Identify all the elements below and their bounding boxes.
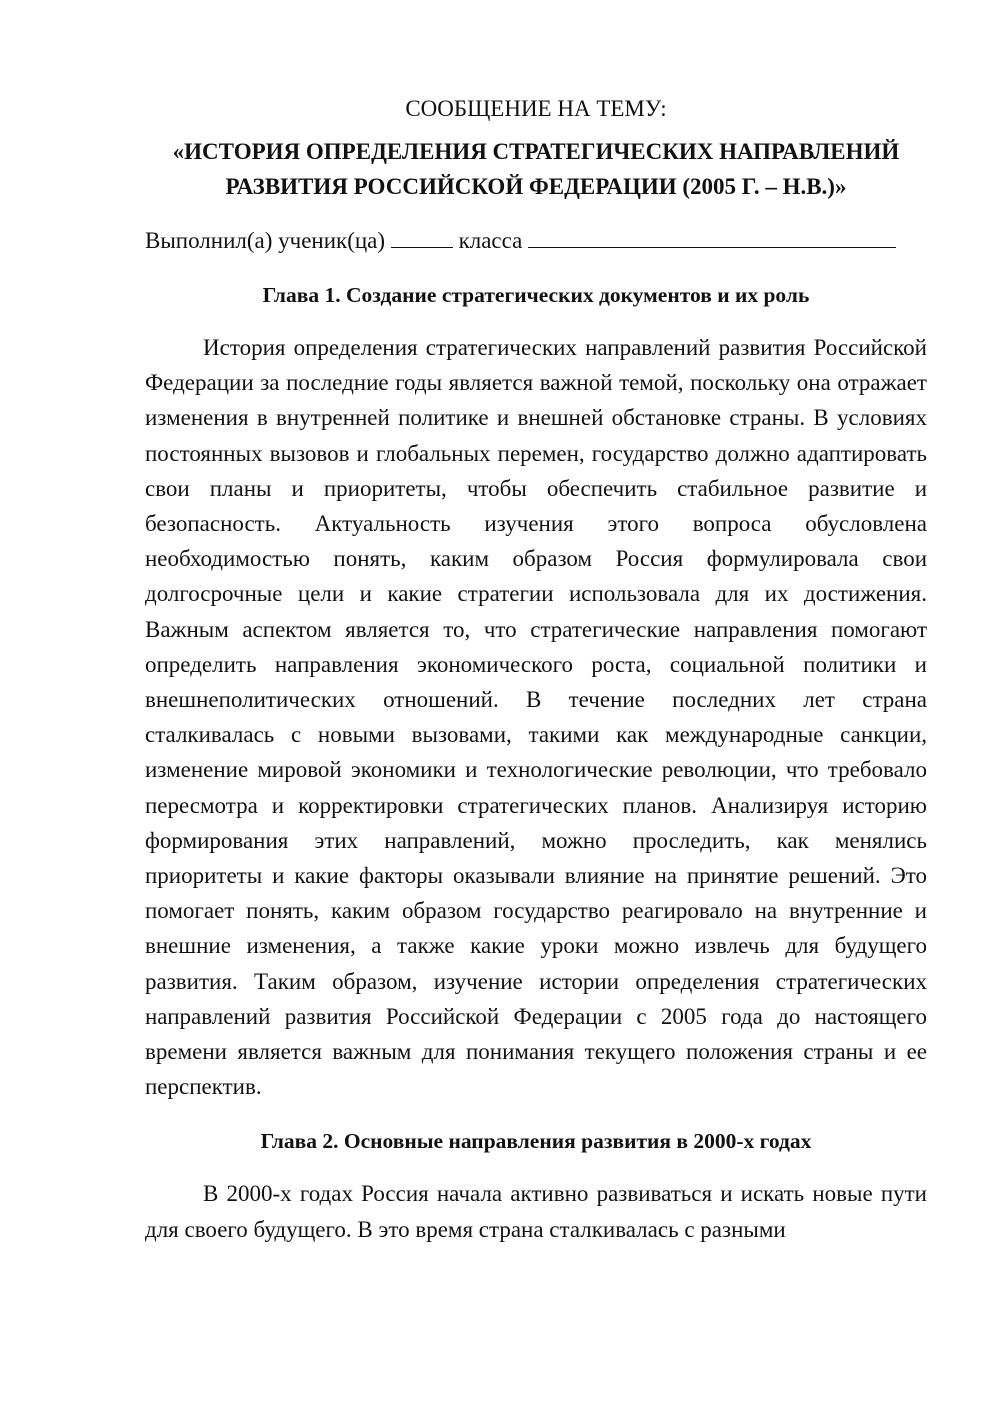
author-class-word: класса bbox=[458, 228, 523, 253]
title-line-2: РАЗВИТИЯ РОССИЙСКОЙ ФЕДЕРАЦИИ (2005 Г. – Н.В.)» bbox=[225, 174, 847, 199]
header-topic: СООБЩЕНИЕ НА ТЕМУ: bbox=[405, 96, 667, 121]
author-row bbox=[145, 224, 927, 258]
chapter-2-heading: Глава 2. Основные направления развития в 2000-х годах bbox=[260, 1129, 812, 1154]
chapter-1-heading: Глава 1. Создание стратегических документов и их роль bbox=[262, 283, 810, 307]
title-line-1: «ИСТОРИЯ ОПРЕДЕЛЕНИЯ СТРАТЕГИЧЕСКИХ НАПРАВЛЕНИЙ bbox=[172, 139, 900, 164]
student-name-blank[interactable] bbox=[528, 225, 896, 248]
author-prefix: Выполнил(а) ученик(ца) bbox=[145, 228, 386, 253]
class-number-blank[interactable] bbox=[391, 225, 453, 248]
chapter-2-paragraph: В 2000-х годах Россия начала активно развиваться и искать новые пути для своего будущего. В это время страна сталкивалась с разными bbox=[145, 1181, 927, 1242]
document-page bbox=[145, 92, 927, 1247]
chapter-1-paragraph: История определения стратегических направлений развития Российской Федерации за последние годы является важной темой, поскольку она отражает изменения в внутренней политике и внешней обстановке страны. В условиях постоянных вызовов и глобальных перемен, государство должно адаптировать свои планы и приоритеты, чтобы обеспечить стабильное развитие и безопасность. Актуальность изучения этого вопроса обусловлена необходимостью понять, каким образом Россия формулировала свои долгосрочные цели и какие стратегии использовала для их достижения. Важным аспектом является то, что стратегические направления помогают определить направления экономического роста, социальной политики и внешнеполитических отношений. В течение последних лет страна сталкивалась с новыми вызовами, такими как международные санкции, изменение мировой экономики и технологические революции, что требовало пересмотра и корректировки стратегических планов. Анализируя историю формирования этих направлений, можно проследить, как менялись приоритеты и какие факторы оказывали влияние на принятие решений. Это помогает понять, каким образом государство реагировало на внутренние и внешние изменения, а также какие уроки можно извлечь для будущего развития. Таким образом, изучение истории определения стратегических направлений развития Российской Федерации с 2005 года до настоящего времени является важным для понимания текущего положения страны и ее перспектив. bbox=[145, 335, 927, 1100]
